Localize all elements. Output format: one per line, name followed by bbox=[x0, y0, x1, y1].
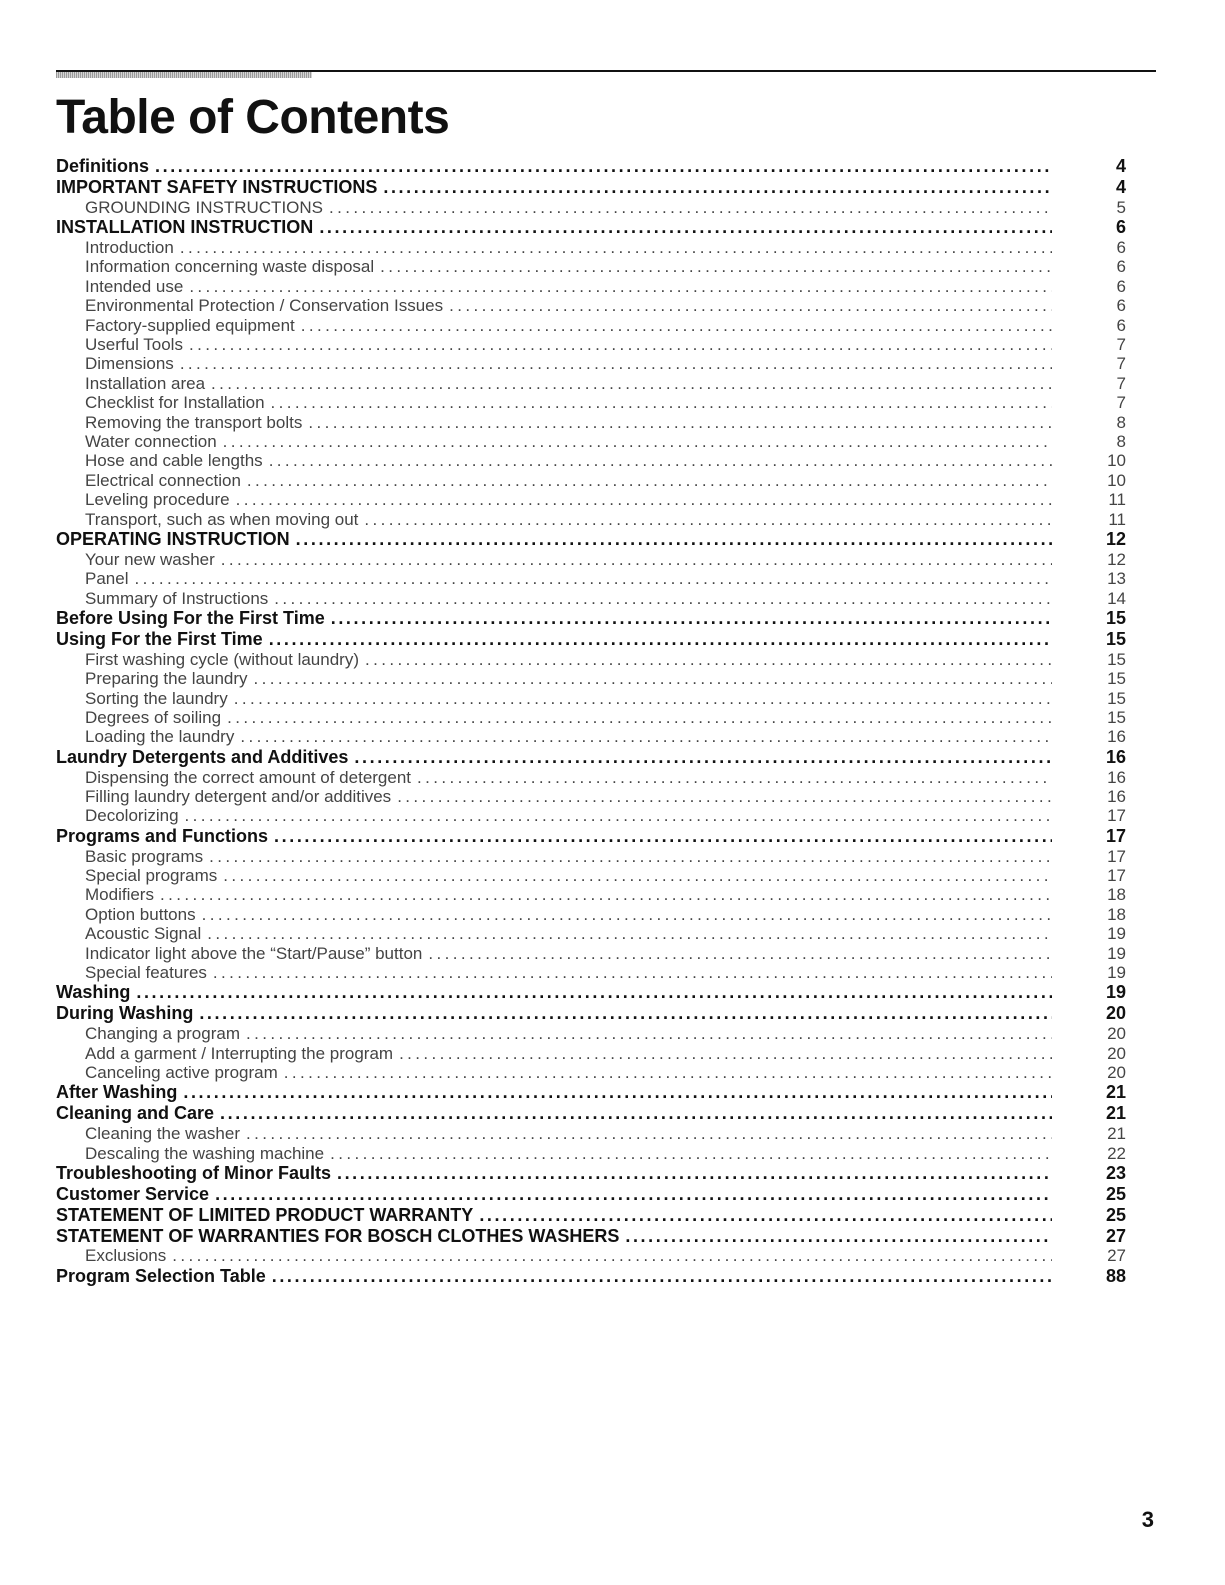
toc-entry-label: First washing cycle (without laundry) bbox=[85, 649, 359, 669]
toc-section-row bbox=[56, 1184, 1126, 1205]
toc-entry-label: Filling laundry detergent and/or additives bbox=[85, 787, 392, 806]
toc-entry-label: Option buttons bbox=[85, 904, 196, 924]
toc-dot-leader bbox=[319, 217, 1052, 238]
toc-subsection-row bbox=[56, 727, 1126, 746]
toc-dot-leader bbox=[399, 1044, 1052, 1063]
toc-entry-label: GROUNDING INSTRUCTIONS bbox=[85, 197, 323, 217]
toc-dot-leader bbox=[155, 156, 1052, 177]
toc-subsection-row bbox=[56, 944, 1126, 963]
toc-dot-leader bbox=[234, 689, 1052, 708]
toc-entry-page: 6 bbox=[1116, 238, 1126, 258]
toc-subsection-row bbox=[56, 335, 1126, 354]
toc-subsection-row bbox=[56, 432, 1126, 451]
toc-section-row bbox=[56, 529, 1126, 550]
toc-entry-label: Transport, such as when moving out bbox=[85, 509, 359, 529]
toc-dot-leader bbox=[199, 1003, 1052, 1024]
toc-dot-leader bbox=[337, 1163, 1052, 1184]
toc-dot-leader bbox=[331, 608, 1052, 629]
toc-section-row bbox=[56, 1205, 1126, 1226]
toc-entry-page: 20 bbox=[1107, 1043, 1126, 1063]
toc-entry-label: STATEMENT OF WARRANTIES FOR BOSCH CLOTHES WASHERS bbox=[56, 1225, 620, 1246]
toc-dot-leader bbox=[269, 451, 1052, 470]
toc-dot-leader bbox=[354, 747, 1052, 768]
toc-entry-page: 5 bbox=[1116, 197, 1126, 217]
toc-entry-label: Hose and cable lengths bbox=[85, 451, 263, 471]
toc-entry-label: Dimensions bbox=[85, 354, 174, 374]
toc-entry-page: 6 bbox=[1116, 257, 1126, 277]
toc-subsection-row bbox=[56, 1044, 1126, 1063]
toc-section-row bbox=[56, 826, 1126, 847]
toc-section-row bbox=[56, 1003, 1126, 1024]
toc-entry-page: 23 bbox=[1105, 1162, 1126, 1183]
toc-entry-page: 17 bbox=[1107, 866, 1126, 886]
toc-list bbox=[56, 156, 1126, 1287]
toc-entry-label: Indicator light above the “Start/Pause” button bbox=[85, 943, 423, 963]
toc-entry-label: Troubleshooting of Minor Faults bbox=[56, 1162, 331, 1183]
toc-entry-label: Environmental Protection / Conservation Issues bbox=[85, 296, 444, 316]
toc-dot-leader bbox=[223, 866, 1052, 885]
toc-dot-leader bbox=[209, 847, 1052, 866]
toc-entry-label: STATEMENT OF LIMITED PRODUCT WARRANTY bbox=[56, 1204, 474, 1225]
toc-entry-label: Descaling the washing machine bbox=[85, 1143, 325, 1163]
toc-entry-label: Electrical connection bbox=[85, 470, 241, 490]
toc-entry-label: Leveling procedure bbox=[85, 490, 230, 510]
toc-entry-page: 22 bbox=[1107, 1143, 1126, 1163]
toc-entry-page: 25 bbox=[1105, 1183, 1126, 1204]
toc-dot-leader bbox=[189, 335, 1052, 354]
toc-dot-leader bbox=[274, 589, 1052, 608]
toc-entry-page: 6 bbox=[1116, 296, 1126, 316]
toc-entry-page: 19 bbox=[1105, 982, 1126, 1003]
toc-subsection-row bbox=[56, 569, 1126, 588]
toc-dot-leader bbox=[428, 944, 1052, 963]
toc-subsection-row bbox=[56, 847, 1126, 866]
toc-entry-page: 21 bbox=[1105, 1082, 1126, 1103]
header-shade-bar bbox=[56, 72, 312, 78]
toc-subsection-row bbox=[56, 198, 1126, 217]
toc-section-row bbox=[56, 156, 1126, 177]
toc-section-row bbox=[56, 217, 1126, 238]
toc-entry-label: Add a garment / Interrupting the program bbox=[85, 1043, 394, 1063]
toc-entry-label: Using For the First Time bbox=[56, 628, 263, 649]
toc-section-row bbox=[56, 1103, 1126, 1124]
toc-section-row bbox=[56, 177, 1126, 198]
toc-dot-leader bbox=[417, 768, 1052, 787]
toc-section-row bbox=[56, 608, 1126, 629]
toc-dot-leader bbox=[272, 1266, 1052, 1287]
toc-dot-leader bbox=[329, 198, 1052, 217]
toc-dot-leader bbox=[246, 1124, 1052, 1143]
toc-subsection-row bbox=[56, 238, 1126, 257]
toc-subsection-row bbox=[56, 316, 1126, 335]
toc-entry-label: Installation area bbox=[85, 373, 206, 393]
toc-entry-page: 15 bbox=[1107, 669, 1126, 689]
toc-entry-page: 12 bbox=[1105, 528, 1126, 549]
toc-entry-page: 7 bbox=[1116, 373, 1126, 393]
toc-dot-leader bbox=[213, 963, 1052, 982]
toc-entry-label: Basic programs bbox=[85, 846, 204, 866]
toc-entry-label: Checklist for Installation bbox=[85, 393, 265, 413]
toc-entry-page: 6 bbox=[1116, 315, 1126, 335]
toc-subsection-row bbox=[56, 510, 1126, 529]
toc-entry-label: Canceling active program bbox=[85, 1062, 278, 1082]
toc-entry-label: Cleaning and Care bbox=[56, 1103, 215, 1124]
toc-entry-page: 17 bbox=[1107, 806, 1126, 826]
toc-entry-page: 16 bbox=[1107, 727, 1126, 747]
toc-dot-leader bbox=[383, 177, 1052, 198]
toc-dot-leader bbox=[220, 1103, 1052, 1124]
toc-subsection-row bbox=[56, 924, 1126, 943]
toc-subsection-row bbox=[56, 806, 1126, 825]
toc-subsection-row bbox=[56, 1144, 1126, 1163]
toc-dot-leader bbox=[202, 905, 1052, 924]
toc-entry-page: 15 bbox=[1107, 707, 1126, 727]
toc-dot-leader bbox=[449, 296, 1052, 315]
toc-entry-page: 16 bbox=[1107, 787, 1126, 806]
toc-entry-page: 19 bbox=[1107, 924, 1126, 944]
toc-entry-label: Cleaning the washer bbox=[85, 1124, 240, 1144]
toc-entry-label: Laundry Detergents and Additives bbox=[56, 746, 349, 767]
toc-subsection-row bbox=[56, 963, 1126, 982]
toc-entry-page: 17 bbox=[1105, 825, 1126, 846]
toc-subsection-row bbox=[56, 1063, 1126, 1082]
toc-subsection-row bbox=[56, 277, 1126, 296]
toc-entry-label: Before Using For the First Time bbox=[56, 607, 325, 628]
toc-subsection-row bbox=[56, 1124, 1126, 1143]
toc-entry-label: Program Selection Table bbox=[56, 1265, 266, 1286]
toc-entry-label: Special programs bbox=[85, 866, 218, 886]
toc-subsection-row bbox=[56, 650, 1126, 669]
toc-subsection-row bbox=[56, 374, 1126, 393]
toc-entry-page: 14 bbox=[1107, 588, 1126, 608]
toc-entry-page: 7 bbox=[1116, 393, 1126, 413]
toc-entry-label: Special features bbox=[85, 963, 207, 983]
toc-entry-page: 20 bbox=[1105, 1003, 1126, 1024]
toc-dot-leader bbox=[215, 1184, 1052, 1205]
toc-entry-label: IMPORTANT SAFETY INSTRUCTIONS bbox=[56, 176, 378, 197]
toc-entry-page: 11 bbox=[1108, 490, 1126, 510]
toc-entry-label: Definitions bbox=[56, 156, 149, 176]
toc-dot-leader bbox=[625, 1226, 1052, 1247]
toc-dot-leader bbox=[254, 669, 1052, 688]
toc-entry-label: After Washing bbox=[56, 1082, 178, 1103]
toc-entry-label: Degrees of soiling bbox=[85, 707, 222, 727]
toc-entry-page: 25 bbox=[1105, 1204, 1126, 1225]
toc-entry-page: 10 bbox=[1107, 451, 1126, 471]
toc-section-row bbox=[56, 629, 1126, 650]
toc-subsection-row bbox=[56, 393, 1126, 412]
toc-entry-page: 16 bbox=[1107, 767, 1126, 787]
toc-dot-leader bbox=[207, 924, 1052, 943]
toc-entry-label: Dispensing the correct amount of detergent bbox=[85, 767, 412, 787]
toc-dot-leader bbox=[134, 569, 1052, 588]
toc-entry-page: 21 bbox=[1105, 1103, 1126, 1124]
toc-entry-page: 7 bbox=[1116, 335, 1126, 355]
toc-dot-leader bbox=[365, 650, 1052, 669]
toc-entry-page: 88 bbox=[1105, 1265, 1126, 1286]
toc-subsection-row bbox=[56, 708, 1126, 727]
toc-entry-page: 6 bbox=[1115, 217, 1126, 238]
toc-dot-leader bbox=[189, 277, 1052, 296]
toc-entry-label: OPERATING INSTRUCTION bbox=[56, 528, 290, 549]
toc-entry-label: Water connection bbox=[85, 431, 217, 451]
toc-entry-page: 19 bbox=[1107, 963, 1126, 983]
toc-subsection-row bbox=[56, 257, 1126, 276]
toc-entry-page: 6 bbox=[1116, 276, 1126, 296]
toc-entry-page: 27 bbox=[1107, 1246, 1126, 1266]
toc-subsection-row bbox=[56, 866, 1126, 885]
toc-entry-label: Modifiers bbox=[85, 885, 154, 905]
toc-entry-label: During Washing bbox=[56, 1003, 194, 1024]
toc-entry-label: Changing a program bbox=[85, 1024, 240, 1044]
toc-entry-page: 18 bbox=[1107, 885, 1126, 905]
toc-section-row bbox=[56, 1226, 1126, 1247]
toc-entry-label: Acoustic Signal bbox=[85, 924, 202, 944]
toc-dot-leader bbox=[301, 316, 1052, 335]
toc-entry-label: Washing bbox=[56, 982, 131, 1003]
toc-dot-leader bbox=[180, 354, 1052, 373]
toc-entry-page: 20 bbox=[1107, 1024, 1126, 1044]
toc-entry-label: Your new washer bbox=[85, 549, 215, 569]
toc-entry-page: 18 bbox=[1107, 904, 1126, 924]
toc-entry-page: 15 bbox=[1107, 688, 1126, 708]
toc-dot-leader bbox=[180, 238, 1052, 257]
toc-entry-page: 15 bbox=[1105, 628, 1126, 649]
toc-section-row bbox=[56, 1266, 1126, 1287]
toc-dot-leader bbox=[274, 826, 1052, 847]
toc-section-row bbox=[56, 1163, 1126, 1184]
toc-section-row bbox=[56, 982, 1126, 1003]
toc-entry-label: Programs and Functions bbox=[56, 825, 269, 846]
toc-entry-page: 17 bbox=[1107, 846, 1126, 866]
toc-dot-leader bbox=[364, 510, 1052, 529]
toc-entry-page: 27 bbox=[1105, 1225, 1126, 1246]
toc-entry-page: 10 bbox=[1107, 470, 1126, 490]
toc-subsection-row bbox=[56, 471, 1126, 490]
toc-dot-leader bbox=[211, 374, 1052, 393]
toc-entry-page: 21 bbox=[1107, 1124, 1126, 1144]
toc-dot-leader bbox=[247, 471, 1052, 490]
toc-section-row bbox=[56, 747, 1126, 768]
toc-entry-label: Preparing the laundry bbox=[85, 669, 248, 689]
toc-subsection-row bbox=[56, 413, 1126, 432]
toc-dot-leader bbox=[236, 490, 1052, 509]
toc-dot-leader bbox=[160, 885, 1052, 904]
toc-subsection-row bbox=[56, 1246, 1126, 1265]
toc-entry-label: INSTALLATION INSTRUCTION bbox=[56, 217, 314, 238]
toc-entry-page: 15 bbox=[1105, 607, 1126, 628]
toc-subsection-row bbox=[56, 689, 1126, 708]
toc-dot-leader bbox=[284, 1063, 1052, 1082]
toc-dot-leader bbox=[227, 708, 1052, 727]
toc-entry-label: Intended use bbox=[85, 276, 184, 296]
toc-subsection-row bbox=[56, 490, 1126, 509]
toc-entry-page: 12 bbox=[1107, 549, 1126, 569]
toc-subsection-row bbox=[56, 1024, 1126, 1043]
toc-entry-page: 8 bbox=[1116, 412, 1126, 432]
toc-entry-label: Loading the laundry bbox=[85, 727, 235, 747]
toc-entry-label: Decolorizing bbox=[85, 806, 179, 826]
toc-subsection-row bbox=[56, 354, 1126, 373]
toc-entry-page: 4 bbox=[1115, 156, 1126, 176]
toc-dot-leader bbox=[296, 529, 1052, 550]
toc-dot-leader bbox=[223, 432, 1052, 451]
toc-entry-page: 8 bbox=[1116, 431, 1126, 451]
toc-dot-leader bbox=[221, 550, 1052, 569]
toc-dot-leader bbox=[246, 1024, 1052, 1043]
toc-subsection-row bbox=[56, 451, 1126, 470]
toc-subsection-row bbox=[56, 885, 1126, 904]
toc-entry-page: 11 bbox=[1108, 509, 1126, 529]
toc-dot-leader bbox=[397, 787, 1052, 806]
toc-entry-label: Introduction bbox=[85, 238, 174, 258]
toc-entry-label: Information concerning waste disposal bbox=[85, 257, 375, 277]
page-number: 3 bbox=[1141, 1507, 1154, 1532]
toc-subsection-row bbox=[56, 768, 1126, 787]
toc-entry-label: Sorting the laundry bbox=[85, 688, 228, 708]
toc-entry-label: Summary of Instructions bbox=[85, 588, 269, 608]
toc-dot-leader bbox=[479, 1205, 1052, 1226]
toc-subsection-row bbox=[56, 550, 1126, 569]
toc-entry-label: Factory-supplied equipment bbox=[85, 315, 295, 335]
toc-entry-label: Userful Tools bbox=[85, 335, 183, 355]
toc-dot-leader bbox=[185, 806, 1052, 825]
toc-subsection-row bbox=[56, 787, 1126, 806]
toc-dot-leader bbox=[269, 629, 1052, 650]
toc-subsection-row bbox=[56, 669, 1126, 688]
toc-entry-page: 16 bbox=[1105, 746, 1126, 767]
toc-entry-page: 13 bbox=[1107, 569, 1126, 589]
toc-subsection-row bbox=[56, 905, 1126, 924]
toc-entry-label: Panel bbox=[85, 569, 129, 589]
toc-entry-page: 7 bbox=[1116, 354, 1126, 374]
toc-subsection-row bbox=[56, 296, 1126, 315]
toc-entry-label: Removing the transport bolts bbox=[85, 412, 303, 432]
toc-entry-page: 15 bbox=[1107, 649, 1126, 669]
toc-dot-leader bbox=[240, 727, 1052, 746]
toc-entry-label: Exclusions bbox=[85, 1246, 167, 1266]
toc-section-row bbox=[56, 1082, 1126, 1103]
toc-entry-label: Customer Service bbox=[56, 1183, 210, 1204]
toc-dot-leader bbox=[183, 1082, 1052, 1103]
toc-dot-leader bbox=[380, 257, 1052, 276]
toc-dot-leader bbox=[271, 393, 1052, 412]
page-title: Table of Contents bbox=[56, 91, 450, 144]
toc-dot-leader bbox=[308, 413, 1052, 432]
toc-subsection-row bbox=[56, 589, 1126, 608]
toc-entry-page: 19 bbox=[1107, 943, 1126, 963]
toc-entry-page: 4 bbox=[1115, 176, 1126, 197]
toc-dot-leader bbox=[172, 1246, 1052, 1265]
toc-dot-leader bbox=[136, 982, 1052, 1003]
toc-dot-leader bbox=[330, 1144, 1052, 1163]
toc-entry-page: 20 bbox=[1107, 1062, 1126, 1082]
